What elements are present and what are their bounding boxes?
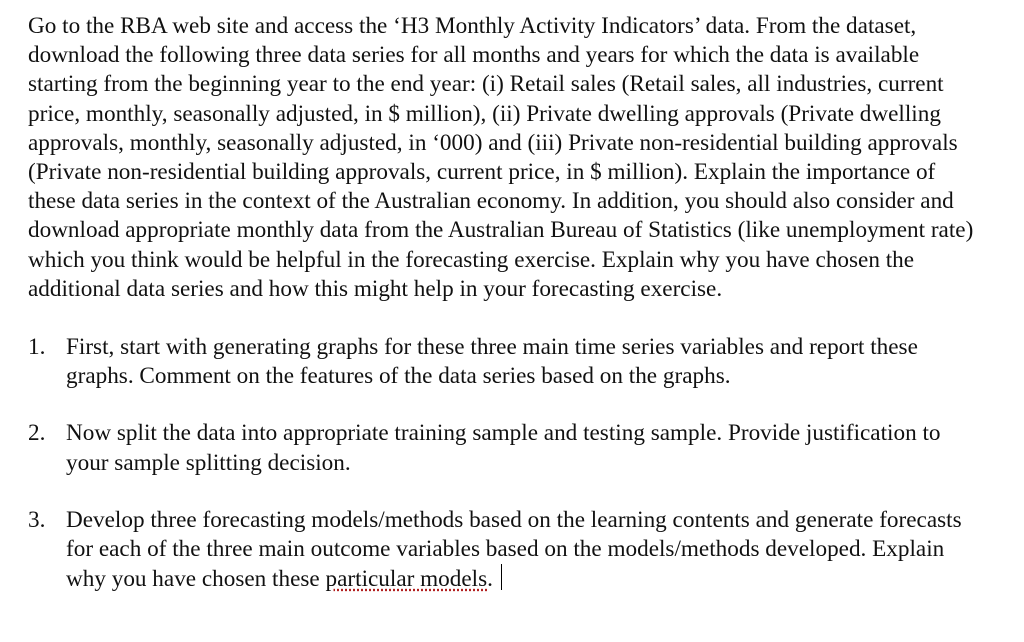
question-text-container	[66, 506, 988, 595]
question-number: 3.	[28, 506, 46, 533]
question-text-end: .	[487, 566, 493, 593]
question-item	[28, 506, 988, 595]
text-cursor	[501, 564, 502, 590]
question-item	[28, 333, 988, 391]
question-text: Develop three forecasting models/methods based on the learning contents and generate forecasts for each of the three main outcome variables based on the models/methods developed. Explain why you have chosen these	[66, 506, 962, 593]
grammar-flagged-text[interactable]: particular models	[325, 566, 488, 593]
question-text: Now split the data into appropriate training sample and testing sample. Provide justification to your sample splitting decision.	[66, 420, 941, 476]
question-number: 1.	[28, 334, 46, 361]
document-body[interactable]	[28, 12, 988, 594]
question-list	[28, 333, 988, 594]
question-item	[28, 419, 988, 477]
question-text: First, start with generating graphs for these three main time series variables and report these graphs. Comment on the features of the data series based on the graphs.	[66, 334, 918, 390]
question-number: 2.	[28, 420, 46, 447]
intro-paragraph: Go to the RBA web site and access the ‘H3 Monthly Activity Indicators’ data. From the dataset, download the following three data series for all months and years for which the data is available starting from the beginning year to the end year: (i) Retail sales (Retail sales, all industries, current price, monthly, seasonally adjusted, in $ million), (ii) Private dwelling approvals (Private dwelling approvals, monthly, seasonally adjusted, in ‘000) and (iii) Private non-residential building approvals (Private non-residential building approvals, current price, in $ million). Explain the importance of these data series in the context of the Australian economy. In addition, you should also consider and download appropriate monthly data from the Australian Bureau of Statistics (like unemployment rate) which you think would be helpful in the forecasting exercise. Explain why you have chosen the additional data series and how this might help in your forecasting exercise.	[28, 13, 974, 302]
